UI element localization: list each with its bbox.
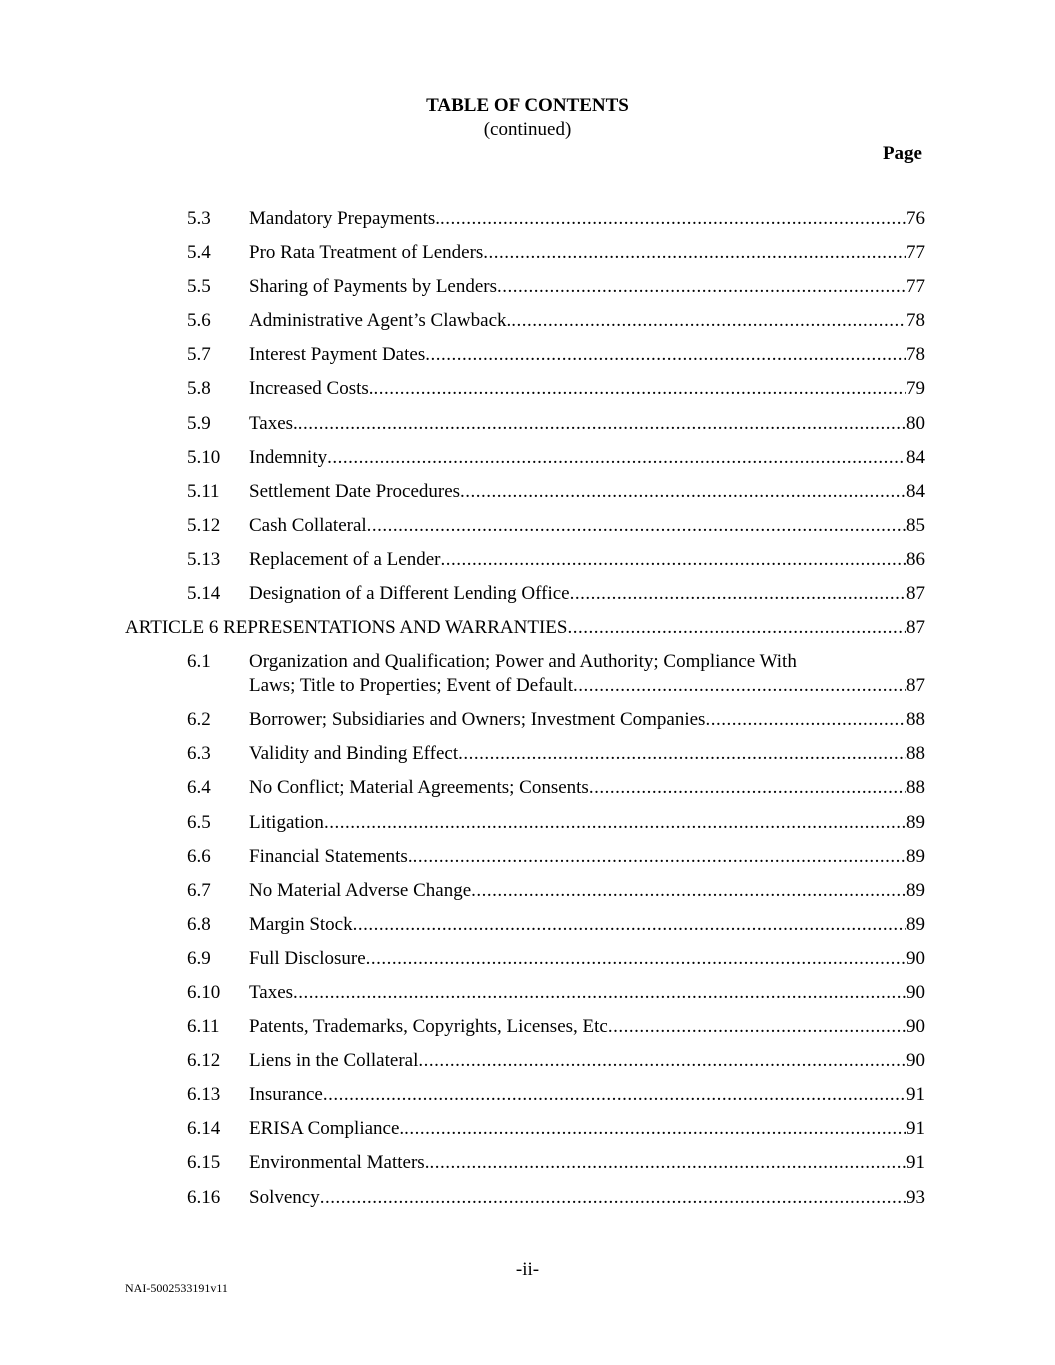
dot-leader xyxy=(497,275,906,299)
page-column-header: Page xyxy=(882,143,922,164)
section-number: 5.13 xyxy=(187,548,221,570)
section-title: ERISA Compliance. xyxy=(249,1118,405,1140)
section-title: No Material Adverse Change xyxy=(249,879,472,901)
dot-leader xyxy=(425,343,906,367)
section-number: 6.6 xyxy=(187,845,211,867)
dot-leader xyxy=(440,548,906,572)
section-title: Financial Statements. xyxy=(249,845,413,867)
dot-leader xyxy=(366,947,906,971)
page-number: 86 xyxy=(906,548,925,570)
toc-entry[interactable] xyxy=(0,207,1055,241)
toc-entry[interactable] xyxy=(0,845,1055,879)
section-title: Administrative Agent’s Clawback. xyxy=(249,310,512,332)
toc-entry[interactable] xyxy=(0,582,1055,616)
section-number: 6.8 xyxy=(187,913,211,935)
footer-doc-id: NAI-5002533191v11 xyxy=(125,1281,228,1295)
dot-leader xyxy=(705,708,906,732)
toc-entry[interactable] xyxy=(0,377,1055,411)
section-number: 5.7 xyxy=(187,344,211,366)
section-number: 5.12 xyxy=(187,514,221,536)
dot-leader xyxy=(404,1117,906,1141)
page-number: 76 xyxy=(906,208,925,229)
section-title: Borrower; Subsidiaries and Owners; Investment Companies xyxy=(249,709,706,731)
page-number: 90 xyxy=(906,1050,925,1072)
article-title: ARTICLE 6 REPRESENTATIONS AND WARRANTIES xyxy=(125,617,568,639)
dot-leader xyxy=(471,879,906,903)
toc-entry[interactable] xyxy=(0,708,1055,742)
page-number: 89 xyxy=(906,913,925,935)
section-title: Indemnity xyxy=(249,446,328,468)
toc-entry[interactable] xyxy=(0,275,1055,309)
toc-entry[interactable] xyxy=(0,446,1055,480)
page-number: 85 xyxy=(906,514,925,536)
toc-entry[interactable] xyxy=(0,1015,1055,1049)
section-number: 5.5 xyxy=(187,276,211,298)
toc-article-6[interactable] xyxy=(0,616,1055,650)
page-number: 90 xyxy=(906,947,925,969)
section-number: 6.3 xyxy=(187,743,211,765)
section-number: 6.9 xyxy=(187,947,211,969)
page-number: 77 xyxy=(906,276,925,298)
section-title: Patents, Trademarks, Copyrights, Licenses, Etc xyxy=(249,1016,608,1038)
toc-entry[interactable] xyxy=(0,913,1055,947)
toc-entry[interactable] xyxy=(0,1049,1055,1083)
page-number: 88 xyxy=(906,777,925,799)
dot-leader xyxy=(323,1083,906,1107)
section-title: Taxes. xyxy=(249,412,298,434)
section-number: 6.7 xyxy=(187,879,211,901)
section-title: Replacement of a Lender xyxy=(249,548,441,570)
page-number: 91 xyxy=(906,1084,925,1106)
section-title: Margin Stock xyxy=(249,913,353,935)
section-number: 6.4 xyxy=(187,777,211,799)
section-number: 5.9 xyxy=(187,412,211,434)
section-number: 6.5 xyxy=(187,811,211,833)
dot-leader xyxy=(298,412,906,436)
section-number: 5.10 xyxy=(187,446,221,468)
section-number: 5.4 xyxy=(187,242,211,264)
page-number: 88 xyxy=(906,709,925,731)
toc-entry[interactable] xyxy=(0,1186,1055,1220)
section-number: 5.14 xyxy=(187,583,221,605)
section-title-line-1: Organization and Qualification; Power and Authority; Compliance With xyxy=(249,651,797,673)
page-number: 89 xyxy=(906,845,925,867)
section-title: Environmental Matters. xyxy=(249,1152,430,1174)
page-number: 88 xyxy=(906,743,925,765)
toc-entry[interactable] xyxy=(0,776,1055,810)
page-number: 87 xyxy=(906,583,925,605)
toc-entry[interactable] xyxy=(0,1151,1055,1185)
page-number: 78 xyxy=(906,344,925,366)
section-title: Interest Payment Dates xyxy=(249,344,426,366)
toc-entry[interactable] xyxy=(0,1117,1055,1151)
dot-leader xyxy=(483,241,906,265)
section-title: No Conflict; Material Agreements; Consents xyxy=(249,777,589,799)
section-title: Litigation xyxy=(249,811,324,833)
toc-entry[interactable] xyxy=(0,742,1055,776)
page-number: 90 xyxy=(906,981,925,1003)
toc-entry[interactable] xyxy=(0,514,1055,548)
toc-list xyxy=(0,207,1055,1220)
dot-leader xyxy=(589,776,906,800)
section-title: Cash Collateral xyxy=(249,514,367,536)
toc-entry[interactable] xyxy=(0,548,1055,582)
dot-leader xyxy=(374,377,906,401)
toc-entry[interactable] xyxy=(0,1083,1055,1117)
section-title: Taxes xyxy=(249,981,294,1003)
page-number: 87 xyxy=(906,617,925,639)
section-number: 5.8 xyxy=(187,378,211,400)
dot-leader xyxy=(324,811,906,835)
section-number: 6.2 xyxy=(187,709,211,731)
section-title: Mandatory Prepayments. xyxy=(249,208,441,229)
dot-leader xyxy=(573,674,906,698)
page-number: 80 xyxy=(906,412,925,434)
dot-leader xyxy=(320,1186,906,1210)
page-number: 78 xyxy=(906,310,925,332)
toc-subtitle: (continued) xyxy=(483,119,572,140)
dot-leader xyxy=(429,1151,906,1175)
page-number: 93 xyxy=(906,1186,925,1208)
dot-leader xyxy=(327,446,906,470)
page-number: 89 xyxy=(906,879,925,901)
section-title: Full Disclosure xyxy=(249,947,366,969)
toc-title: TABLE OF CONTENTS xyxy=(426,95,629,116)
toc-entry[interactable] xyxy=(0,811,1055,845)
page-number: 89 xyxy=(906,811,925,833)
page-number: 91 xyxy=(906,1152,925,1174)
section-number: 6.12 xyxy=(187,1050,221,1072)
section-number: 5.11 xyxy=(187,480,220,502)
section-title: Liens in the Collateral xyxy=(249,1050,419,1072)
section-number: 6.11 xyxy=(187,1016,220,1038)
page-number: 77 xyxy=(906,242,925,264)
toc-entry[interactable] xyxy=(0,650,1055,708)
section-title: Validity and Binding Effect xyxy=(249,743,459,765)
dot-leader xyxy=(511,309,906,333)
dot-leader xyxy=(458,742,906,766)
section-number: 5.3 xyxy=(187,208,211,229)
toc-entry[interactable] xyxy=(0,241,1055,275)
dot-leader xyxy=(367,514,906,538)
section-number: 6.15 xyxy=(187,1152,221,1174)
section-title: Increased Costs. xyxy=(249,378,374,400)
dot-leader xyxy=(413,845,906,869)
dot-leader xyxy=(293,981,906,1005)
section-title: Settlement Date Procedures xyxy=(249,480,461,502)
toc-entry[interactable] xyxy=(0,412,1055,446)
page-number: 84 xyxy=(906,446,925,468)
toc-entry[interactable] xyxy=(0,309,1055,343)
dot-leader xyxy=(608,1015,906,1039)
footer-page-number: -ii- xyxy=(515,1259,540,1280)
section-number: 6.13 xyxy=(187,1084,221,1106)
dot-leader xyxy=(570,582,906,606)
toc-entry[interactable] xyxy=(0,947,1055,981)
section-title: Designation of a Different Lending Office xyxy=(249,583,570,605)
section-title: Pro Rata Treatment of Lenders xyxy=(249,242,484,264)
section-number: 6.1 xyxy=(187,651,211,673)
page-number: 90 xyxy=(906,1016,925,1038)
dot-leader xyxy=(567,616,906,640)
toc-entry[interactable] xyxy=(0,879,1055,913)
section-title-line-2: Laws; Title to Properties; Event of Default xyxy=(249,675,574,697)
section-number: 6.10 xyxy=(187,981,221,1003)
toc-entry[interactable] xyxy=(0,480,1055,514)
toc-entry[interactable] xyxy=(0,343,1055,377)
page-number: 79 xyxy=(906,378,925,400)
page-number: 87 xyxy=(906,675,925,697)
section-title: Insurance xyxy=(249,1084,323,1106)
toc-entry[interactable] xyxy=(0,981,1055,1015)
section-title: Sharing of Payments by Lenders xyxy=(249,276,498,298)
section-number: 5.6 xyxy=(187,310,211,332)
page-number: 84 xyxy=(906,480,925,502)
dot-leader xyxy=(353,913,906,937)
dot-leader xyxy=(460,480,906,504)
section-title: Solvency xyxy=(249,1186,320,1208)
dot-leader xyxy=(418,1049,906,1073)
section-number: 6.14 xyxy=(187,1118,221,1140)
section-number: 6.16 xyxy=(187,1186,221,1208)
page-number: 91 xyxy=(906,1118,925,1140)
dot-leader xyxy=(440,207,906,231)
